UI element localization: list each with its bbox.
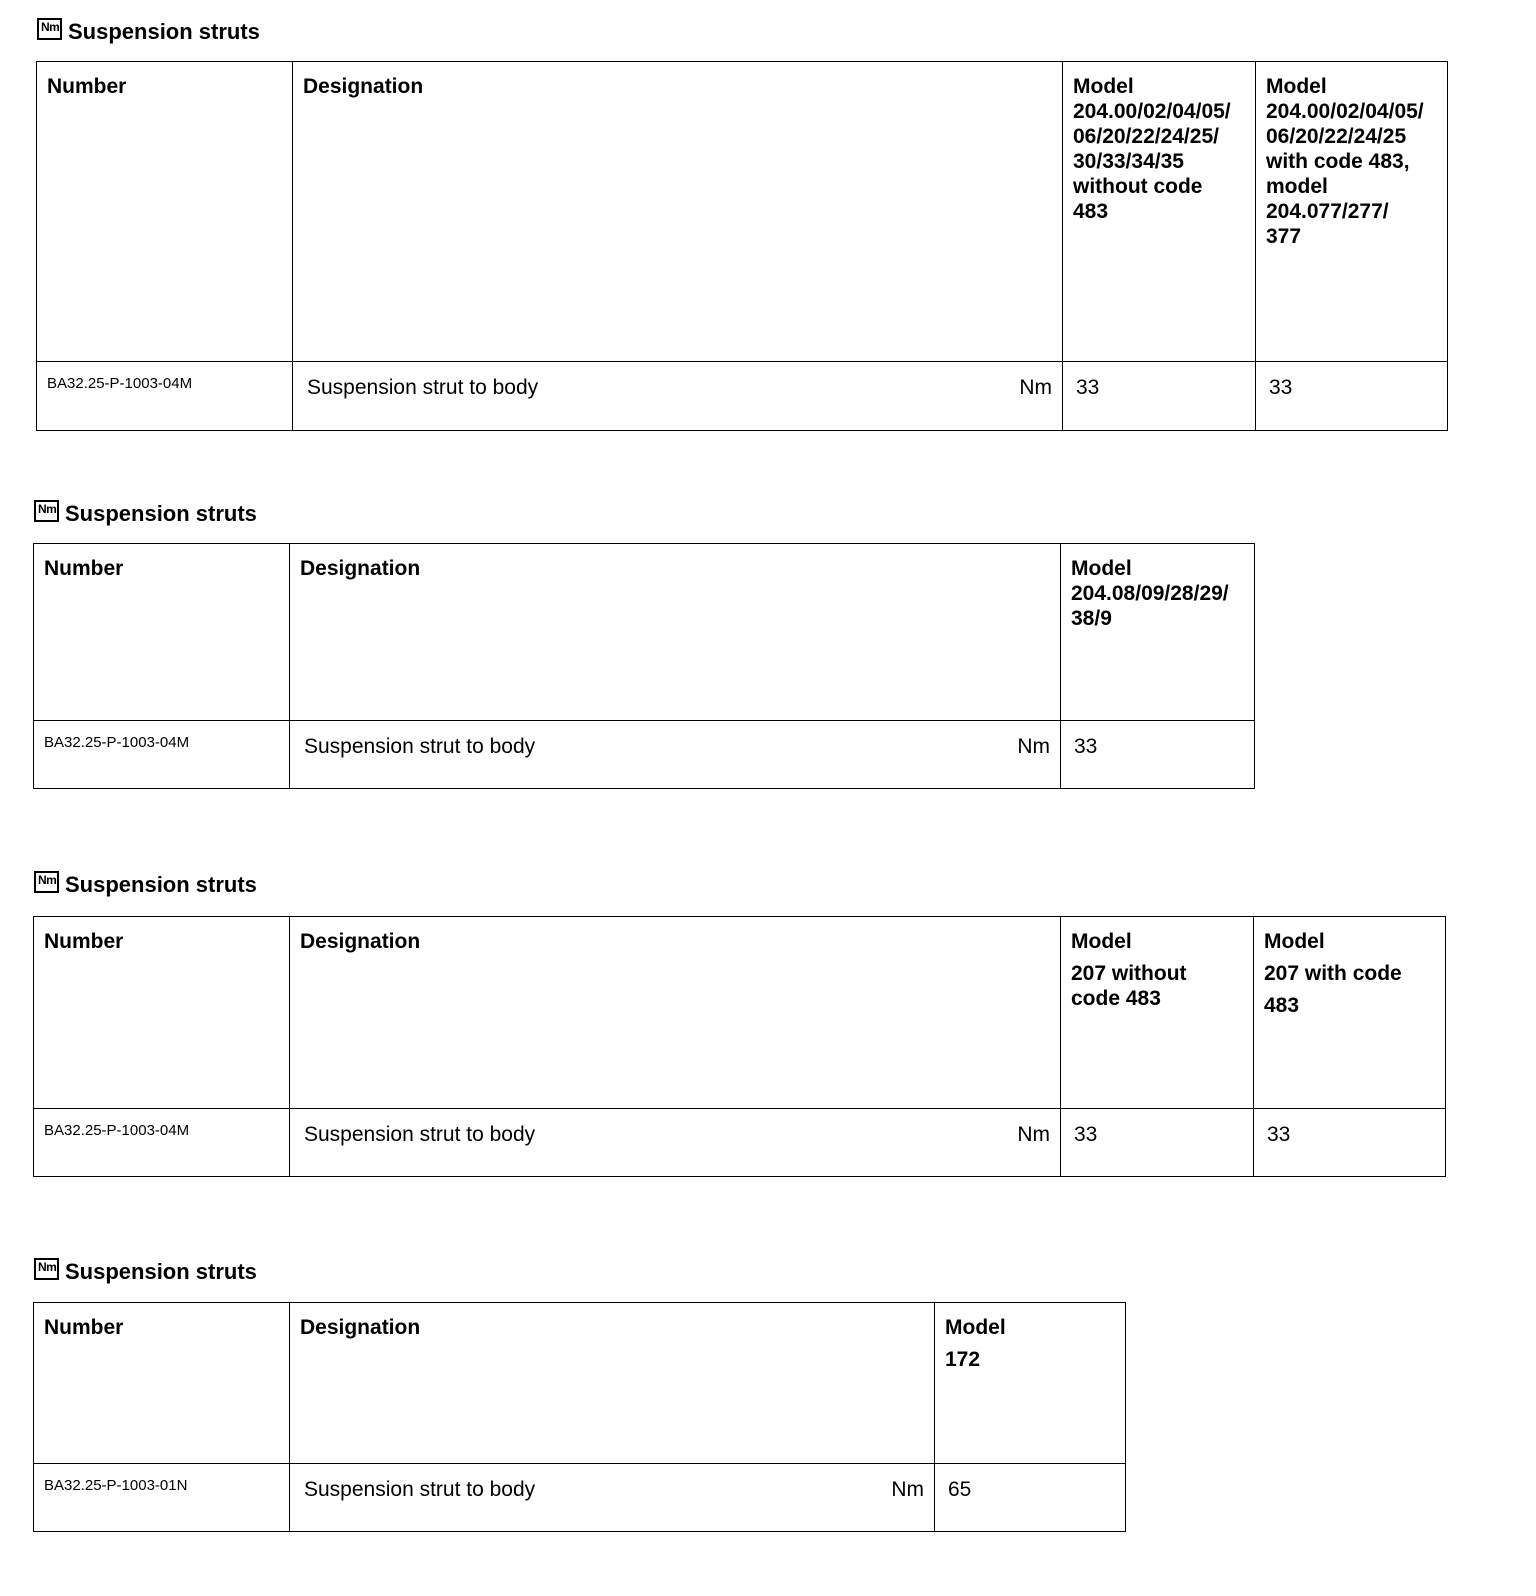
part-number: BA32.25-P-1003-04M [34, 1109, 290, 1177]
table-row [34, 721, 1255, 789]
torque-spec-table [33, 1302, 1126, 1532]
designation-cell [290, 1464, 935, 1532]
unit-label: Nm [891, 1478, 924, 1501]
header-designation: Designation [290, 917, 1061, 1109]
designation-cell [293, 362, 1063, 431]
table-header-row [34, 917, 1446, 1109]
section-title [34, 498, 257, 526]
torque-value: 33 [1254, 1109, 1446, 1177]
header-model: Model 207 with code 483 [1254, 917, 1446, 1109]
section-title-text: Suspension struts [65, 501, 257, 526]
designation-cell [290, 721, 1061, 789]
torque-spec-table [36, 61, 1448, 431]
header-designation: Designation [290, 544, 1061, 721]
table-header-row [34, 544, 1255, 721]
header-designation: Designation [290, 1303, 935, 1464]
header-number: Number [34, 1303, 290, 1464]
table-header-row [37, 62, 1448, 362]
unit-label: Nm [1019, 376, 1052, 399]
header-model: Model 172 [935, 1303, 1126, 1464]
designation-text: Suspension strut to body [304, 1123, 536, 1146]
unit-label: Nm [1017, 735, 1050, 758]
designation-text: Suspension strut to body [304, 1478, 536, 1501]
torque-nm-icon: Nm [34, 871, 59, 893]
designation-cell [290, 1109, 1061, 1177]
torque-spec-table [33, 543, 1255, 789]
torque-value: 33 [1256, 362, 1448, 431]
table-header-row [34, 1303, 1126, 1464]
header-number: Number [34, 544, 290, 721]
header-number: Number [34, 917, 290, 1109]
section-title [34, 869, 257, 897]
unit-label: Nm [1017, 1123, 1050, 1146]
header-model: Model 204.00/02/04/05/ 06/20/22/24/25/ 30/33/34/35 without code 483 [1063, 62, 1256, 362]
table-row [34, 1109, 1446, 1177]
torque-value: 33 [1061, 1109, 1254, 1177]
designation-text: Suspension strut to body [307, 376, 539, 399]
torque-nm-icon: Nm [34, 1258, 59, 1280]
torque-value: 33 [1061, 721, 1255, 789]
header-designation: Designation [293, 62, 1063, 362]
section-title-text: Suspension struts [65, 1259, 257, 1284]
section-title-text: Suspension struts [65, 872, 257, 897]
header-model: Model 204.00/02/04/05/ 06/20/22/24/25 with code 483, model 204.077/277/ 377 [1256, 62, 1448, 362]
table-row [37, 362, 1448, 431]
header-number: Number [37, 62, 293, 362]
part-number: BA32.25-P-1003-01N [34, 1464, 290, 1532]
section-title [37, 16, 260, 44]
torque-value: 65 [935, 1464, 1126, 1532]
part-number: BA32.25-P-1003-04M [37, 362, 293, 431]
header-model: Model 204.08/09/28/29/ 38/9 [1061, 544, 1255, 721]
torque-nm-icon: Nm [37, 18, 62, 40]
part-number: BA32.25-P-1003-04M [34, 721, 290, 789]
section-title-text: Suspension struts [68, 19, 260, 44]
designation-text: Suspension strut to body [304, 735, 536, 758]
torque-nm-icon: Nm [34, 500, 59, 522]
section-title [34, 1256, 257, 1284]
torque-value: 33 [1063, 362, 1256, 431]
header-model: Model 207 without code 483 [1061, 917, 1254, 1109]
table-row [34, 1464, 1126, 1532]
torque-spec-table [33, 916, 1446, 1177]
